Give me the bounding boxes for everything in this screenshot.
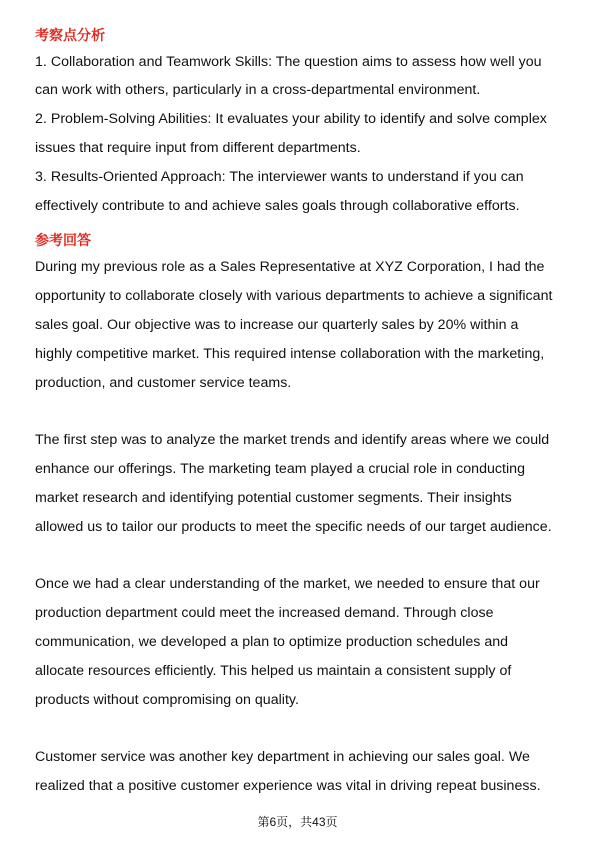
answer-line: During my previous role as a Sales Representative at XYZ Corporation, I had the bbox=[35, 259, 545, 275]
answer-line: sales goal. Our objective was to increase our quarterly sales by 20% within a bbox=[35, 317, 519, 333]
answer-line: enhance our offerings. The marketing team played a crucial role in conducting bbox=[35, 461, 525, 477]
analysis-line: issues that require input from different departments. bbox=[35, 140, 361, 156]
analysis-heading: 考察点分析 bbox=[35, 27, 106, 43]
answer-line: The first step was to analyze the market trends and identify areas where we could bbox=[35, 432, 550, 448]
answer-line: Customer service was another key department in achieving our sales goal. We bbox=[35, 749, 530, 765]
answer-line: allowed us to tailor our products to meet the specific needs of our target audience. bbox=[35, 519, 552, 535]
answer-line: realized that a positive customer experience was vital in driving repeat business. bbox=[35, 778, 541, 794]
analysis-line: 2. Problem-Solving Abilities: It evaluates your ability to identify and solve complex bbox=[35, 111, 547, 127]
answer-line: opportunity to collaborate closely with various departments to achieve a significant bbox=[35, 288, 553, 304]
analysis-line: 3. Results-Oriented Approach: The interviewer wants to understand if you can bbox=[35, 169, 524, 185]
answer-line: communication, we developed a plan to optimize production schedules and bbox=[35, 634, 509, 650]
answer-line: allocate resources efficiently. This helped us maintain a consistent supply of bbox=[35, 663, 512, 679]
answer-line: Once we had a clear understanding of the market, we needed to ensure that our bbox=[35, 576, 540, 592]
analysis-line: effectively contribute to and achieve sales goals through collaborative efforts. bbox=[35, 198, 520, 214]
analysis-line: can work with others, particularly in a cross-departmental environment. bbox=[35, 82, 481, 98]
answer-line: market research and identifying potential customer segments. Their insights bbox=[35, 490, 512, 506]
page-number: 第6页，共43页 bbox=[257, 815, 338, 829]
answer-heading: 参考回答 bbox=[35, 232, 92, 248]
answer-line: production, and customer service teams. bbox=[35, 375, 292, 391]
answer-line: production department could meet the increased demand. Through close bbox=[35, 605, 494, 621]
analysis-line: 1. Collaboration and Teamwork Skills: The question aims to assess how well you bbox=[35, 54, 542, 70]
answer-line: highly competitive market. This required intense collaboration with the marketing, bbox=[35, 346, 545, 362]
answer-line: products without compromising on quality. bbox=[35, 692, 299, 708]
